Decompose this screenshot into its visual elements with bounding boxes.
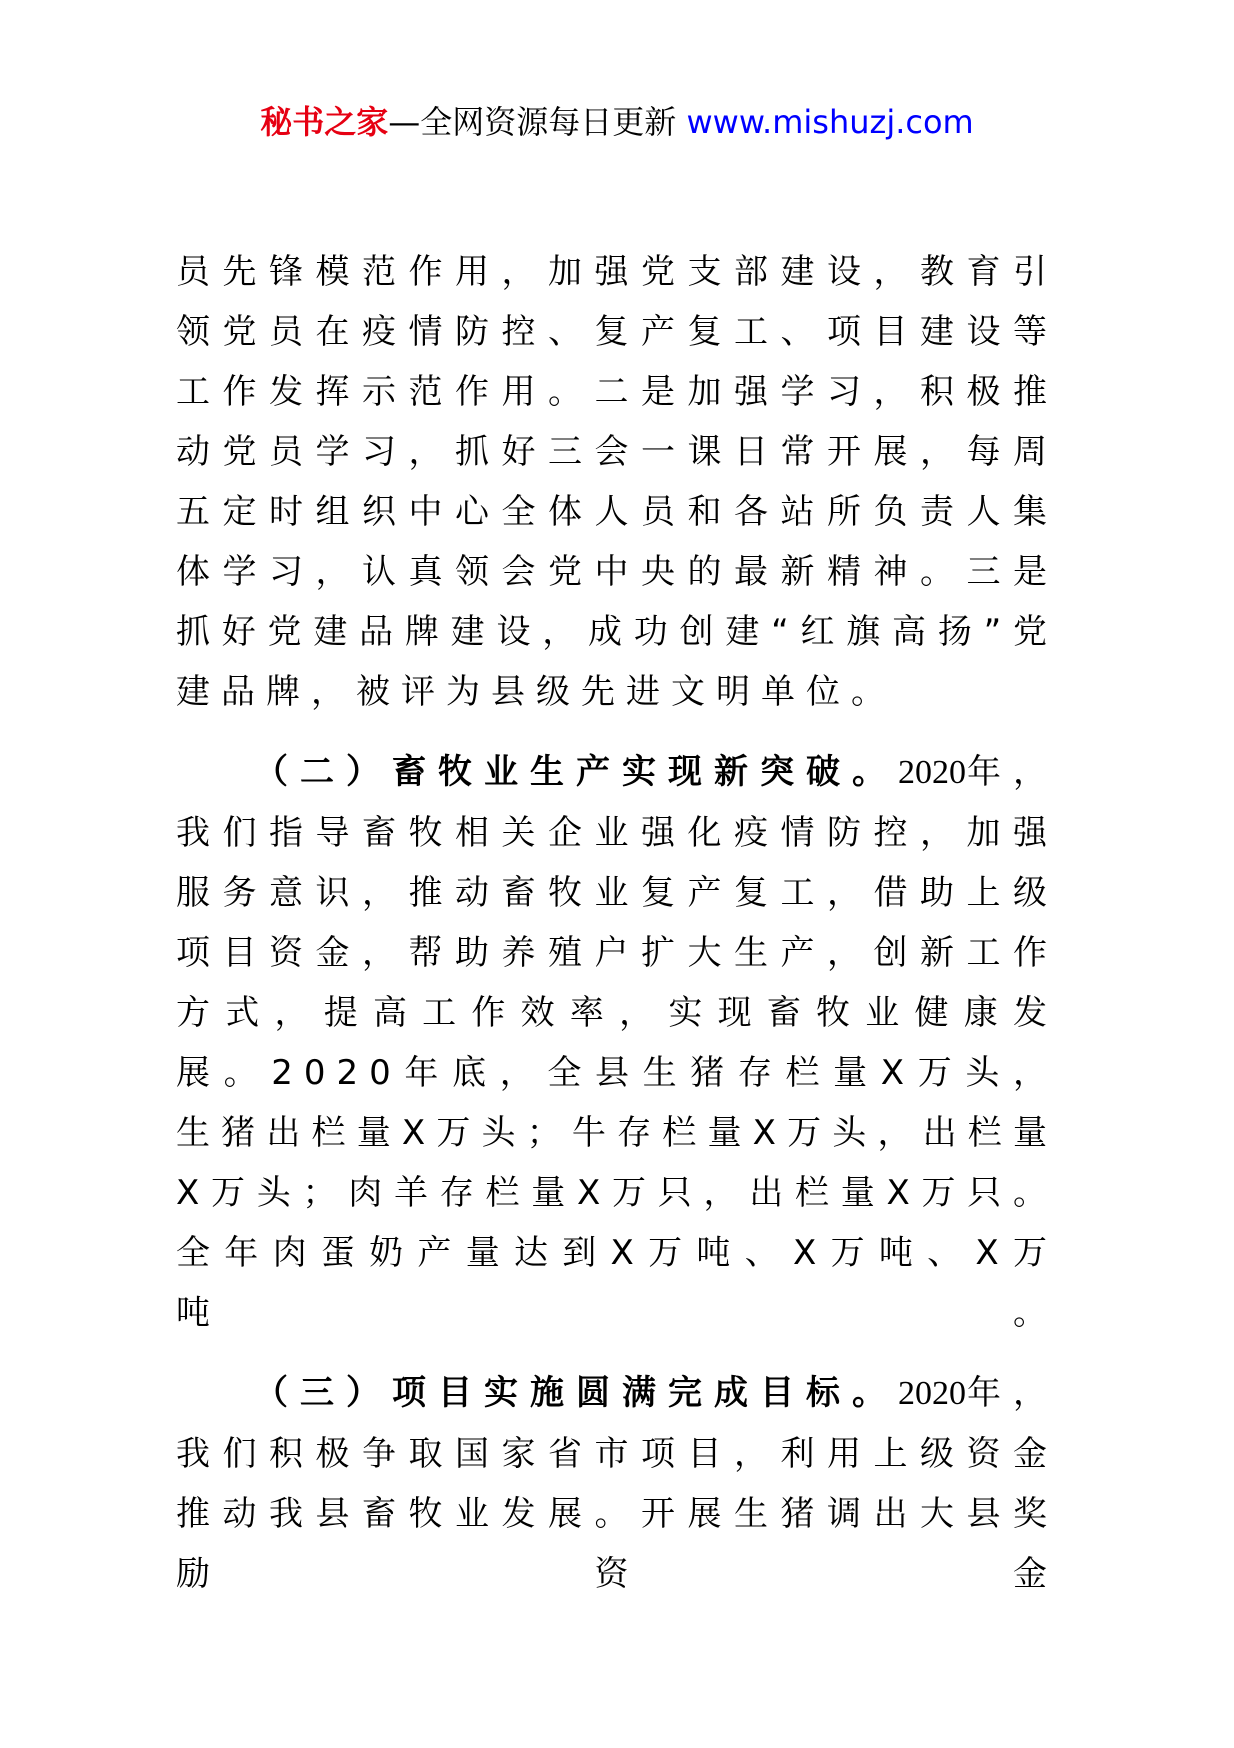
site-url-link[interactable]: www.mishuzj.com (686, 103, 974, 141)
paragraph-project-text: 年，我们积极争取国家省市项目，利用上级资金推动我县畜牧业发展。开展生猪调出大县奖励资金 (176, 1373, 1058, 1594)
site-name: 秘书之家 (260, 103, 389, 141)
site-header (0, 100, 1234, 144)
section-heading-2: （二）畜牧业生产实现新突破。 (254, 752, 898, 792)
paragraph-livestock-production (176, 742, 1058, 1343)
section-heading-3: （三）项目实施圆满完成目标。 (254, 1373, 898, 1413)
site-tagline: —全网资源每日更新 (388, 103, 677, 141)
document-body (176, 242, 1058, 1604)
year-label: 2020 (898, 754, 966, 791)
paragraph-livestock-text: 年，我们指导畜牧相关企业强化疫情防控，加强服务意识，推动畜牧业复产复工，借助上级项目资金，帮助养殖户扩大生产，创新工作方式，提高工作效率，实现畜牧业健康发展。2020年底，全县生猪存栏量X万头，生猪出栏量X万头；牛存栏量X万头，出栏量X万头；肉羊存栏量X万只，出栏量X万只。全年肉蛋奶产量达到X万吨、X万吨、X万吨。 (176, 752, 1058, 1333)
year-label: 2020 (898, 1375, 966, 1412)
paragraph-project-implementation (176, 1363, 1058, 1604)
paragraph-party-building: 员先锋模范作用，加强党支部建设，教育引领党员在疫情防控、复产复工、项目建设等工作发挥示范作用。二是加强学习，积极推动党员学习，抓好三会一课日常开展，每周五定时组织中心全体人员和各站所负责人集体学习，认真领会党中央的最新精神。三是抓好党建品牌建设，成功创建“红旗高扬”党建品牌，被评为县级先进文明单位。 (176, 252, 1058, 712)
